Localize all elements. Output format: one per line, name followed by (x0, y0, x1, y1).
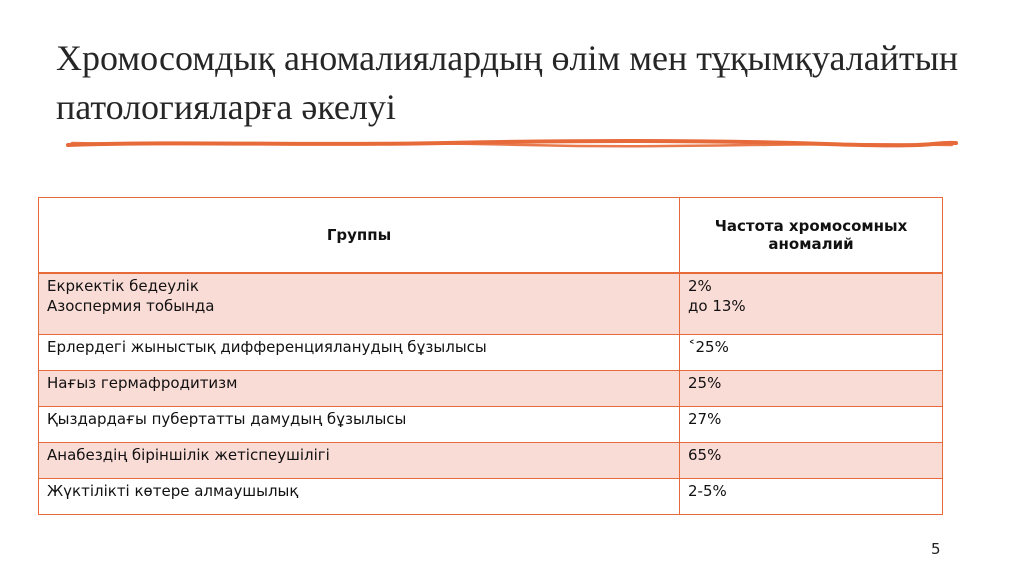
slide-title: Хромосомдық аномалиялардың өлім мен тұқымқуалайтын патологияларға әкелуі (56, 38, 959, 127)
frequency-cell (680, 273, 943, 335)
group-line: Екркектік бедеулік (47, 277, 199, 295)
group-cell (39, 407, 680, 443)
frequency-line: 25% (688, 374, 722, 392)
group-cell (39, 443, 680, 479)
header-groups: Группы (39, 198, 680, 274)
title-underline (66, 136, 958, 150)
frequency-line: до 13% (688, 297, 746, 315)
group-line: Қыздардағы пубертатты дамудың бұзылысы (47, 410, 407, 428)
group-line: Ерлердегі жыныстық дифференцияланудың бұзылысы (47, 338, 487, 356)
frequency-line: 27% (688, 410, 722, 428)
chromosome-anomaly-table (38, 197, 943, 515)
table-row (39, 407, 943, 443)
table-row (39, 335, 943, 371)
frequency-cell (680, 335, 943, 371)
table-row (39, 443, 943, 479)
group-line: Анабездің біріншілік жетіспеушілігі (47, 446, 330, 464)
group-cell (39, 335, 680, 371)
frequency-line: 2-5% (688, 482, 727, 500)
group-cell (39, 371, 680, 407)
table-row (39, 479, 943, 515)
group-cell (39, 273, 680, 335)
frequency-cell (680, 479, 943, 515)
table-header-row (39, 198, 943, 274)
page-number: 5 (931, 540, 941, 558)
frequency-cell (680, 371, 943, 407)
group-line: Азоспермия тобында (47, 297, 215, 315)
table-row (39, 273, 943, 335)
table-row (39, 371, 943, 407)
frequency-cell (680, 407, 943, 443)
header-frequency: Частота хромосомных аномалий (680, 198, 943, 274)
frequency-line: 2% (688, 277, 712, 295)
frequency-line: 65% (688, 446, 722, 464)
group-line: Жүктілікті көтере алмаушылық (47, 482, 299, 500)
frequency-line: ˂25% (688, 338, 729, 356)
group-cell (39, 479, 680, 515)
group-line: Нағыз гермафродитизм (47, 374, 238, 392)
frequency-cell (680, 443, 943, 479)
